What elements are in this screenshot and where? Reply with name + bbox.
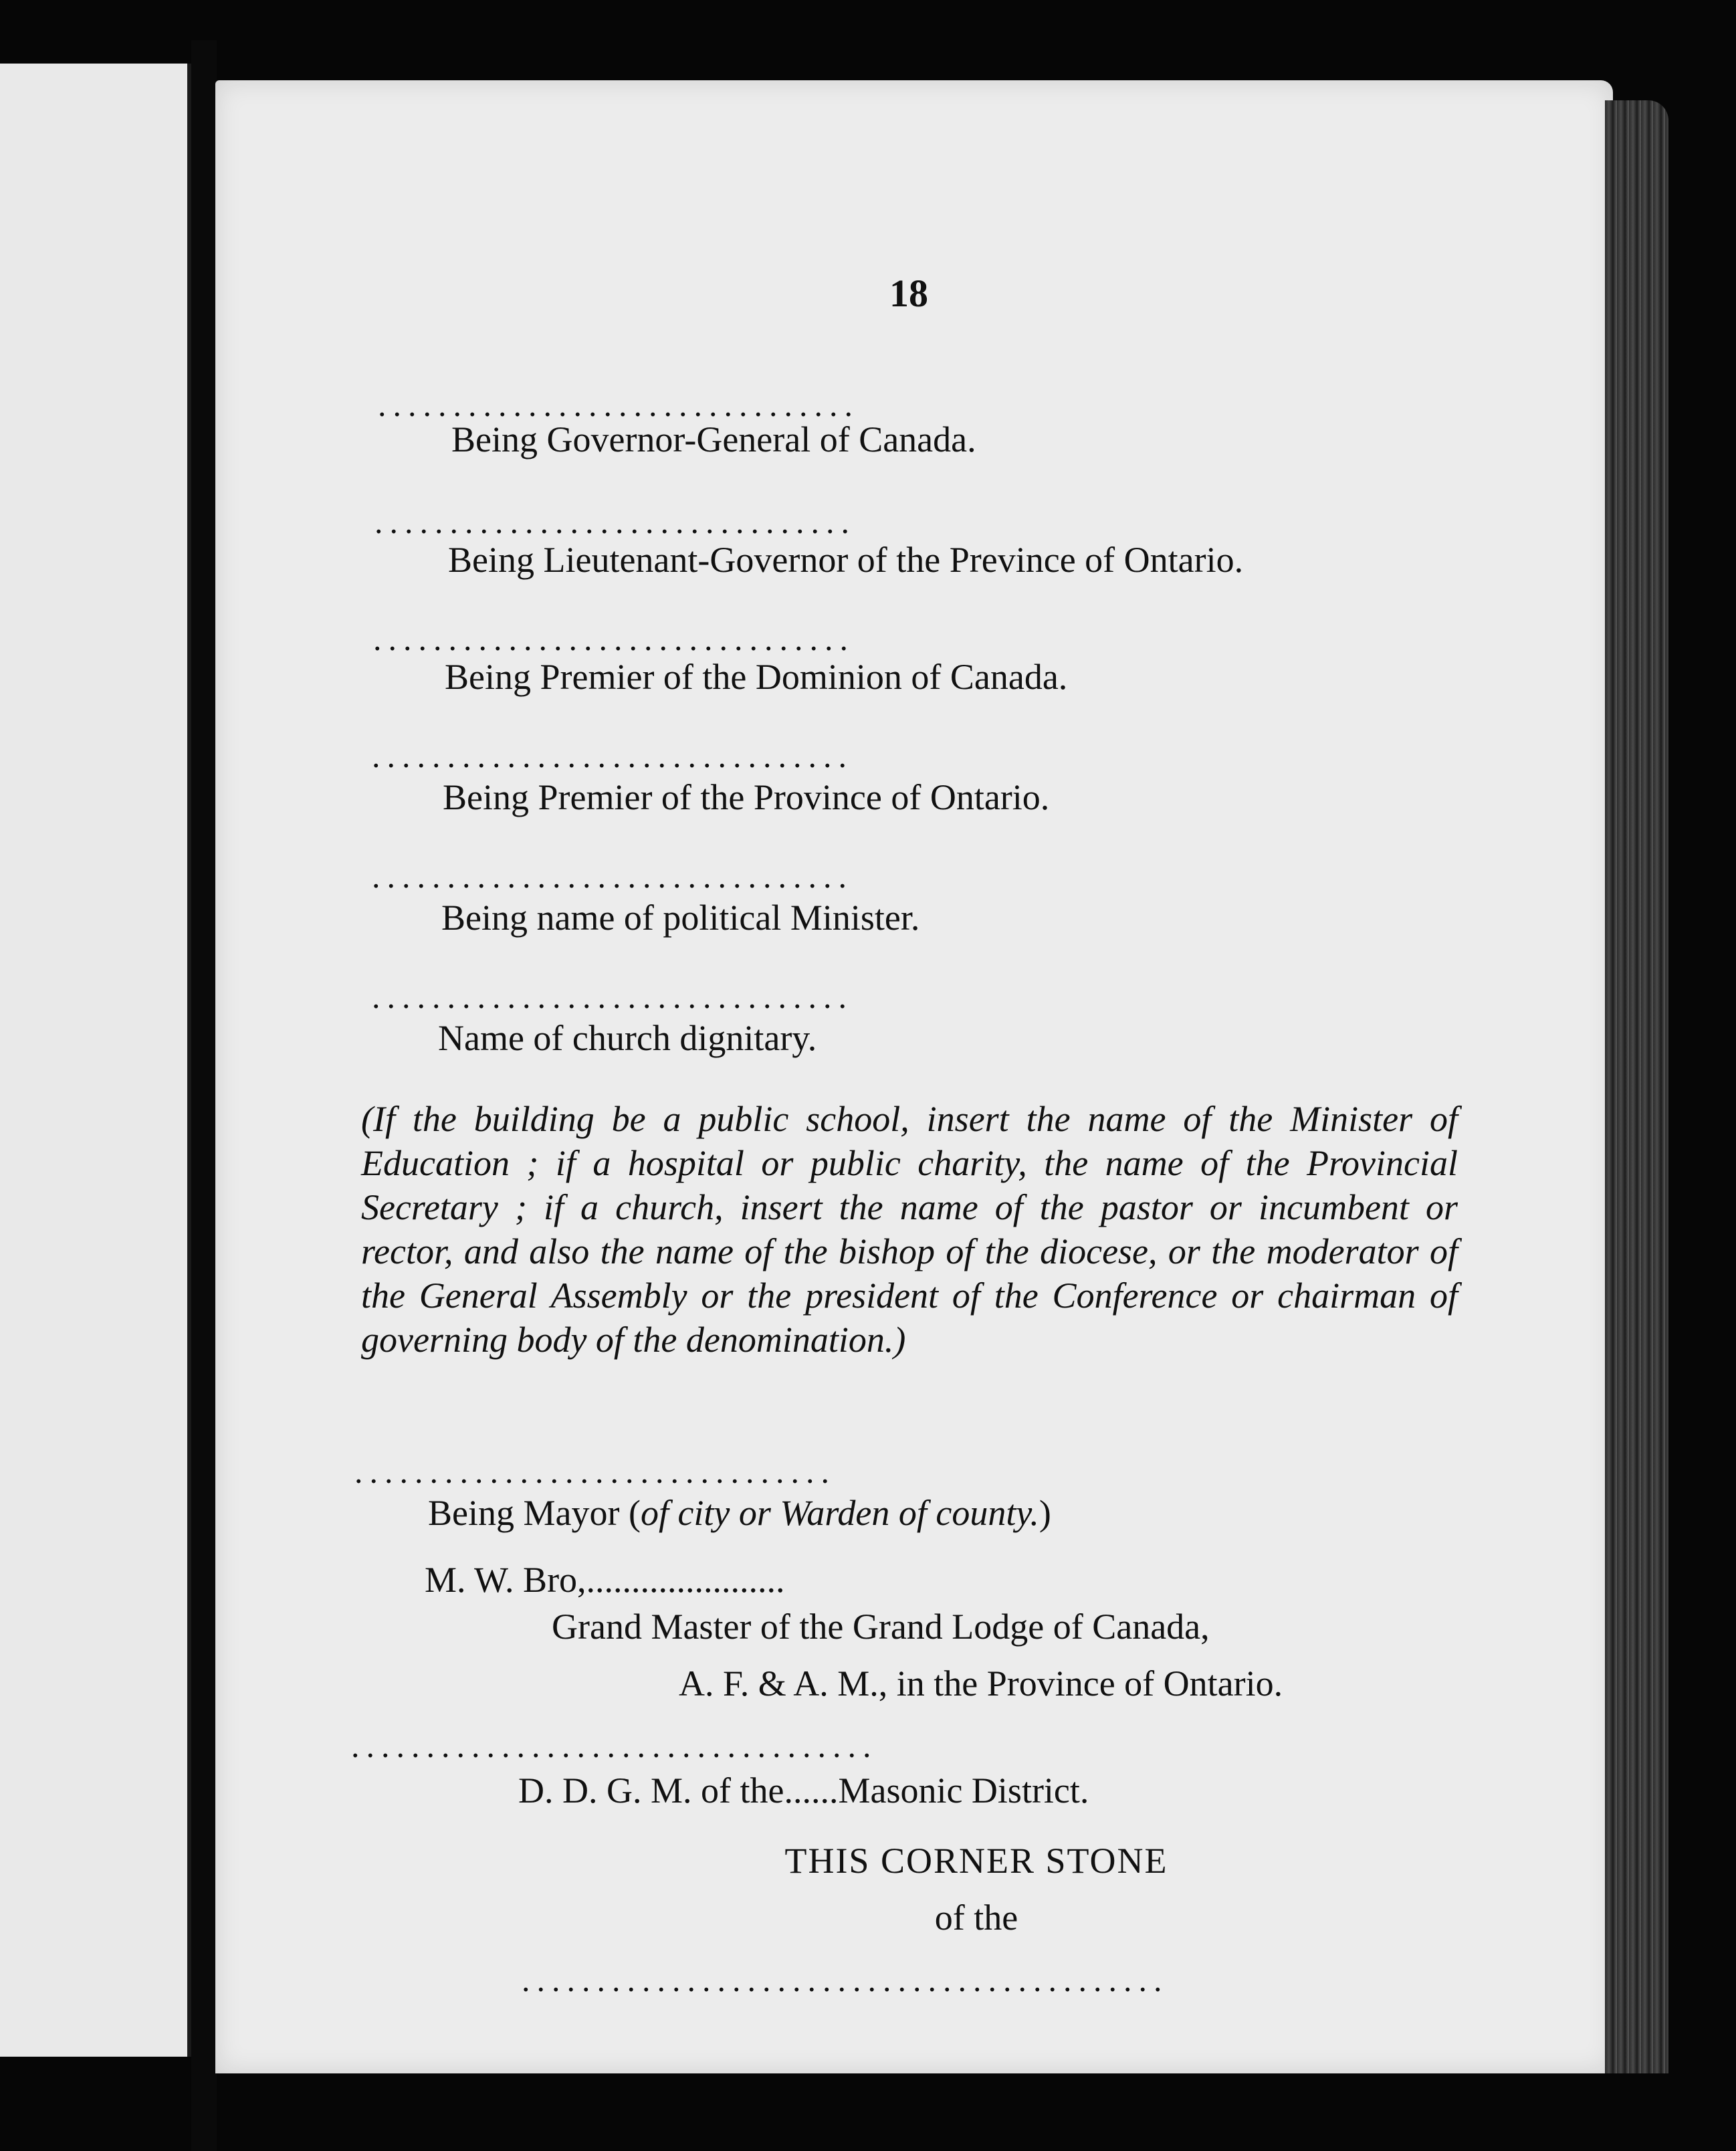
entry-ddgm: D. D. G. M. of the......Masonic District. [518,1770,1089,1811]
grand-master-name-line: M. W. Bro,...................... [425,1560,785,1600]
blank-line-premier-province: ................................ [372,737,853,775]
book-page-edges [1605,100,1668,2073]
blank-line-governor-general: ................................ [378,386,859,423]
mayor-suffix: ) [1039,1493,1051,1533]
blank-line-lieutenant-governor: ................................ [374,503,856,540]
mayor-prefix: Being Mayor ( [428,1493,641,1533]
entry-church-dignitary: Name of church dignitary. [438,1018,817,1058]
grand-master-title: Grand Master of the Grand Lodge of Canada, [552,1607,1210,1647]
entry-lieutenant-governor: Being Lieutenant-Governor of the Prevince of Ontario. [448,540,1244,580]
page-number: 18 [889,272,928,315]
instruction-note: (If the building be a public school, insert the name of the Minister of Education ; if a hospital or public charity, the name of the Provincial Secretary ; if a church, insert the name of the pastor or incumbent or rector, and also the name of the bishop of the diocese, or the moderator of the General Assembly or the president of the Conference or chairman of governing body of the denomination.) [361,1099,1458,1360]
entry-premier-province: Being Premier of the Province of Ontario. [443,777,1050,817]
blank-line-church-dignitary: ................................ [372,978,853,1015]
corner-stone-heading: THIS CORNER STONE [784,1841,1168,1881]
entry-governor-general: Being Governor-General of Canada. [451,419,976,459]
entry-mayor [428,1495,1051,1531]
entry-political-minister: Being name of political Minister. [441,898,920,938]
book-gutter [191,40,217,2151]
blank-line-premier-dominion: ................................ [373,620,855,657]
blank-line-mayor: ................................ [354,1453,836,1490]
blank-line-ddgm: ................................... [351,1727,878,1764]
facing-page-edge [0,64,191,2057]
entry-premier-dominion: Being Premier of the Dominion of Canada. [445,657,1068,697]
corner-stone-of-the: of the [934,1898,1018,1938]
grand-master-jurisdiction: A. F. & A. M., in the Province of Ontario. [679,1663,1283,1704]
mayor-italic: of city or Warden of county. [640,1493,1039,1533]
blank-line-political-minister: ................................ [372,857,853,895]
blank-line-building: ........................................... [522,1961,1169,1999]
